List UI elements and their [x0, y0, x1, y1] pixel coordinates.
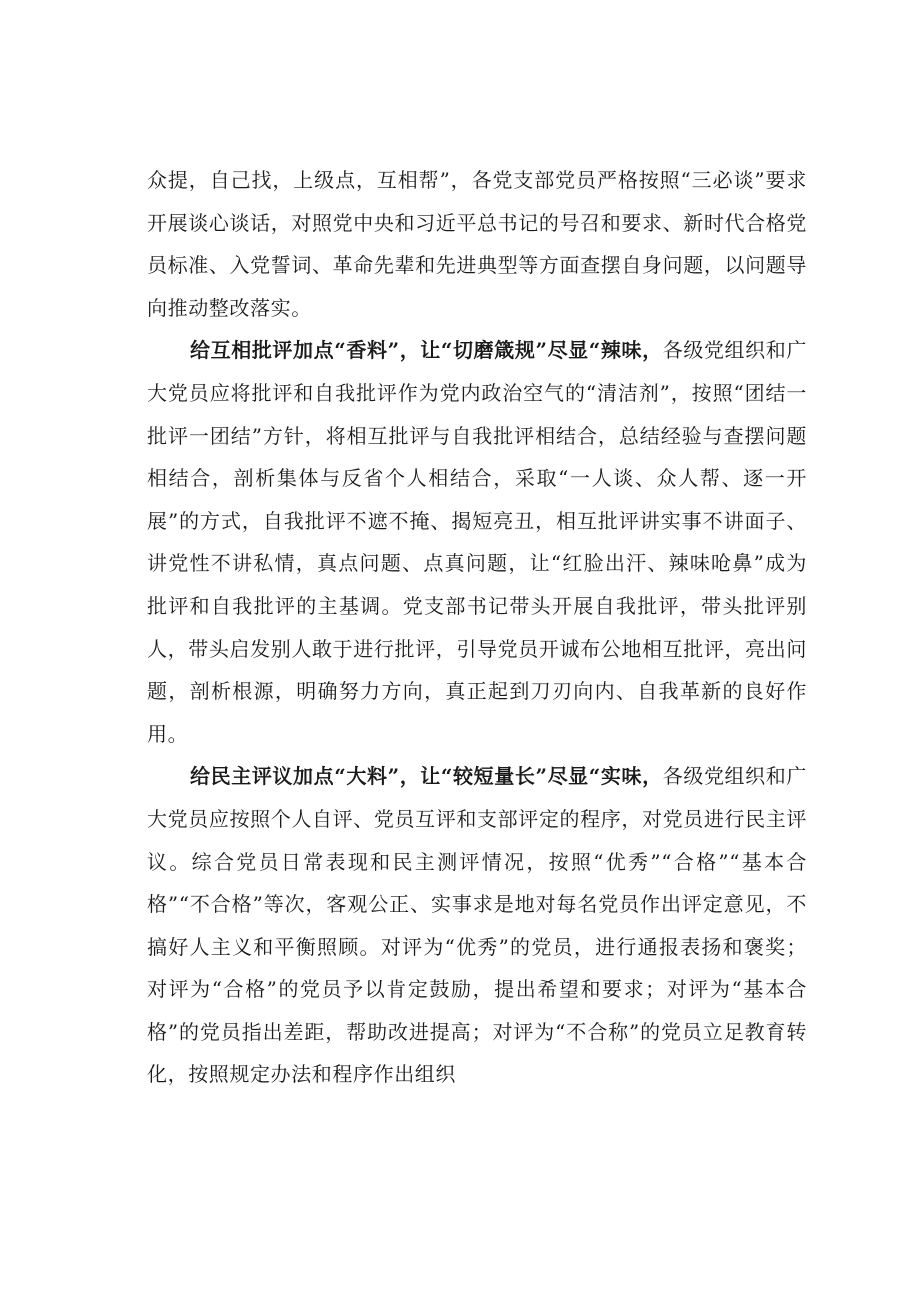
- paragraph-3-text: 各级党组织和广大党员应按照个人自评、党员互评和支部评定的程序，对党员进行民主评议。综合党员日常表现和民主测评情况，按照“优秀”“合格”“基本合格”“不合格”等次，客观公正、实事求是地对每名党员作出评定意见，不搞好人主义和平衡照顾。对评为“优秀”的党员，进行通报表扬和褒奖；对评为“合格”的党员予以肯定鼓励，提出希望和要求；对评为“基本合格”的党员指出差距，帮助改进提高；对评为“不合称”的党员立足教育转化，按照规定办法和程序作出组织: [147, 764, 807, 1087]
- paragraph-2-heading: 给互相批评加点“香料”，让“切磨箴规”尽显“辣味，: [190, 338, 663, 363]
- paragraph-1-text: 众提，自己找，上级点，互相帮”，各党支部党员严格按照“三必谈”要求开展谈心谈话，对照党中央和习近平总书记的号召和要求、新时代合格党员标准、入党誓词、革命先辈和先进典型等方面查摆自身问题，以问题导向推动整改落实。: [147, 168, 807, 320]
- paragraph-3: [147, 755, 807, 1096]
- paragraph-2: [147, 329, 807, 755]
- paragraph-3-heading: 给民主评议加点“大料”，让“较短量长”尽显“实味，: [190, 764, 663, 789]
- paragraph-2-text: 各级党组织和广大党员应将批评和自我批评作为党内政治空气的“清洁剂”，按照“团结一批评一团结”方针，将相互批评与自我批评相结合，总结经验与查摆问题相结合，剖析集体与反省个人相结合，采取“一人谈、众人帮、逐一开展”的方式，自我批评不遮不掩、揭短亮丑，相互批评讲实事不讲面子、讲党性不讲私情，真点问题、点真问题，让“红脸出汗、辣味呛鼻”成为批评和自我批评的主基调。党支部书记带头开展自我批评，带头批评别人，带头启发别人敢于进行批评，引导党员开诚布公地相互批评，亮出问题，剖析根源，明确努力方向，真正起到刀刃向内、自我革新的良好作用。: [147, 338, 807, 746]
- paragraph-1: [147, 159, 807, 329]
- document-body: [147, 159, 807, 1096]
